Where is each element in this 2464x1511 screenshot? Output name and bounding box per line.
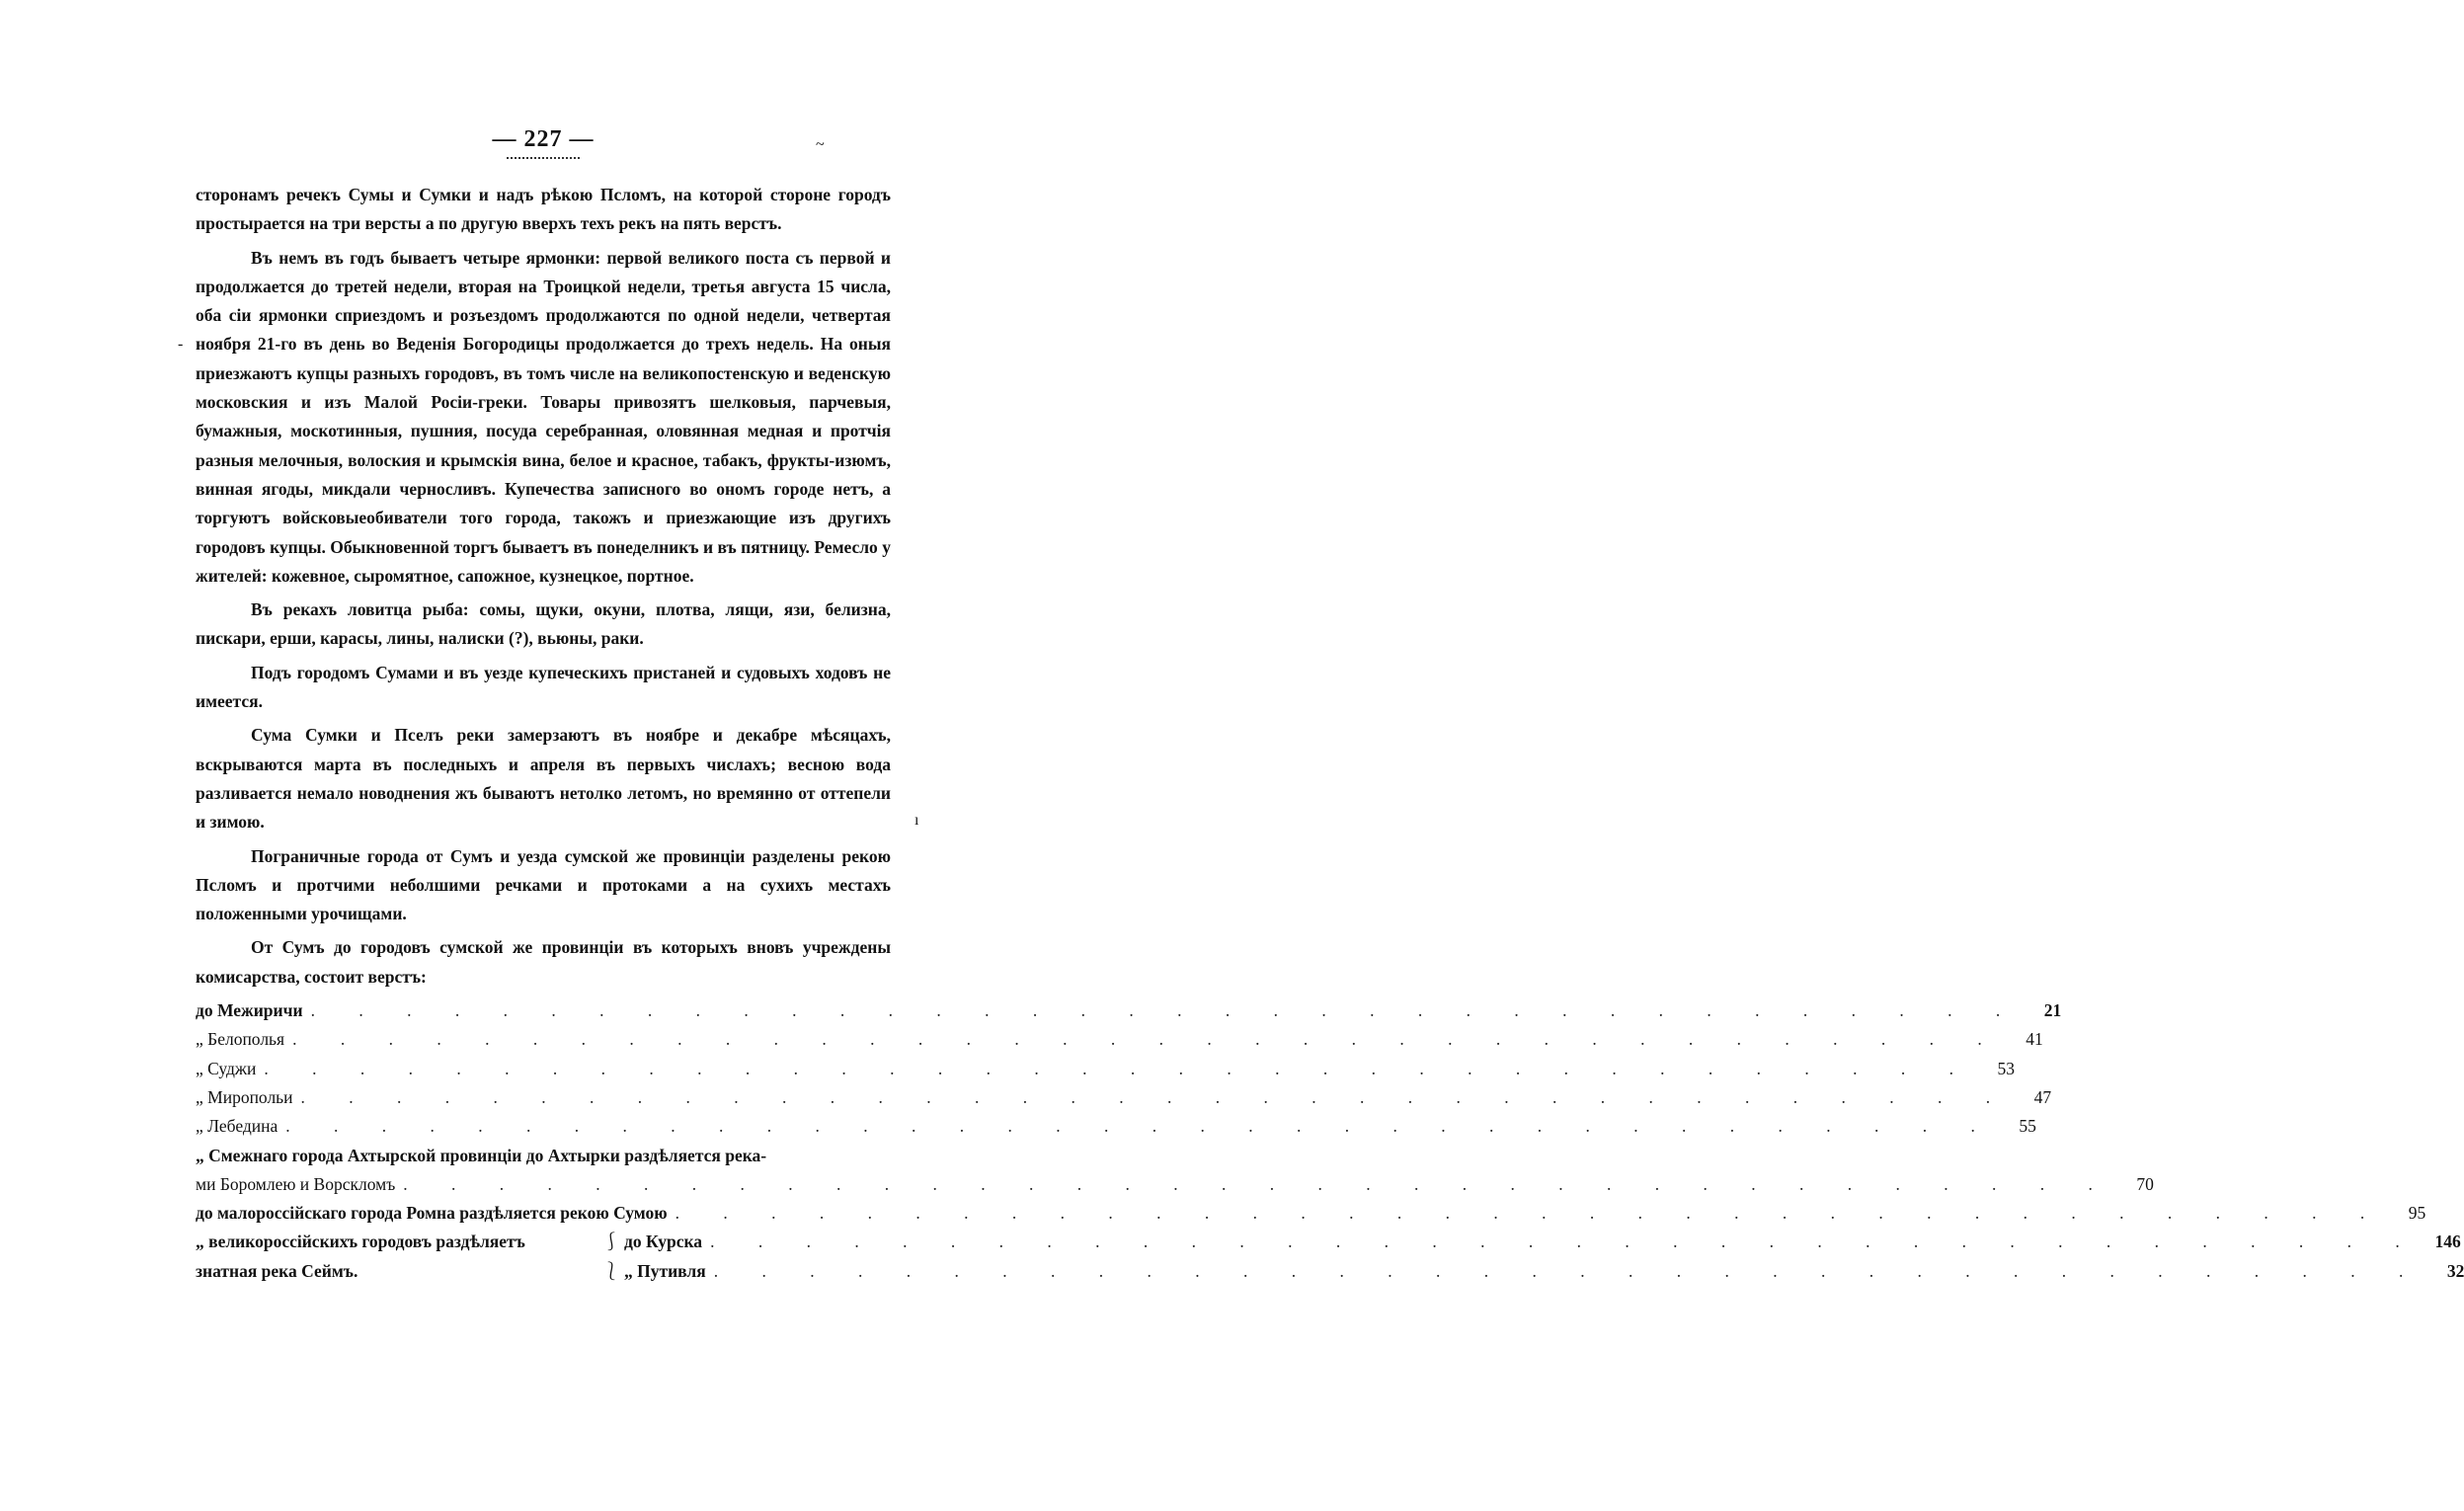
paragraph-7: От Сумъ до городовъ сумской же провинцiи въ которыхъ вновъ учреждены комисарства, состоит верстъ: <box>196 937 891 987</box>
seim-river-text: знатная река Сеймъ. <box>196 1260 358 1281</box>
paragraph-1: сторонамъ речекъ Сумы и Сумки и надъ рѣкою Псломъ, на которой стороне городъ простырается на три версты а по другую вверхъ техъ рекъ на пять верстъ. <box>196 185 891 234</box>
distance-value: 41 <box>2026 1029 2043 1050</box>
paragraph-4: Подъ городомъ Сумами и въ уезде купеческихъ пристаней и судовыхъ ходовъ не имеется. <box>196 662 891 712</box>
romny-value: 95 <box>2408 1203 2426 1224</box>
kursk-value: 146 <box>2434 1232 2461 1252</box>
corner-mark: ~ <box>816 136 825 153</box>
akhtyrka-row-1 <box>196 1142 891 1170</box>
paragraph-5: Сума Сумки и Пселъ реки замерзаютъ въ ноябре и декабре мѣсяцахъ, вскрываются марта въ последныхъ и апреля въ первыхъ числахъ; весною вода разливается немало новоднения жъ бываютъ нетолко летомъ, но времянно от оттепели и зимою. <box>196 725 891 833</box>
distance-name: „ Миропольи <box>196 1086 293 1107</box>
romny-row <box>196 1199 2426 1228</box>
akhtyrka-text-1: „ Смежнаго города Ахтырской провинцiи до Ахтырки раздѣляется река- <box>196 1145 767 1165</box>
leader-dots: . . . . . . . . . . . . . . . . . . . . . . . . . . . . . . . . . . . . <box>264 1058 1974 1078</box>
akhtyrka-text-2: ми Боромлею и Ворскломъ <box>196 1173 396 1194</box>
leader-dots: . . . . . . . . . . . . . . . . . . . . . . . . . . . . . . . . . . . . <box>713 1260 2424 1281</box>
brace-bottom: ⎱ <box>602 1260 620 1281</box>
great-russian-text: „ великороссiйскихъ городовъ раздѣляетъ <box>196 1232 525 1252</box>
distance-row <box>196 1055 2016 1083</box>
page-number-text: — 227 — <box>492 126 595 152</box>
akhtyrka-value: 70 <box>2136 1173 2154 1194</box>
paragraph-2: Въ немъ въ годъ бываетъ четыре ярмонки: первой великого поста съ первой и продолжается до третей недели, вторая на Троицкой недели, третья августа 15 числа, оба сіи ярмонки сприездомъ и розъездомъ продолжаются по одной недели, четвертая ноября 21-го въ день во Веденiя Богородицы продолжается до трехъ недель. На оныя приезжаютъ купцы разныхъ городовъ, въ томъ числе на великопостенскую и веденскую московския и изъ Малой Росiи-греки. Товары привозятъ шелковыя, парчевыя, бумажныя, москотинныя, пушния, посуда серебранная, оловянная медная и протчія разныя мелочныя, волоския и крымскія вина, белое и красное, табакъ, фрукты-изюмъ, винная ягоды, микдали черносливъ. Купечества записного во ономъ городе нетъ, а торгуютъ войсковыеобиватели того города, такожъ и приезжающие изъ другихъ городовъ купцы. Обыкновенной торгъ бываетъ въ понеделникъ и въ пятницу. Ремесло у жителей: кожевное, сыромятное, сапожное, кузнецкое, портное. <box>196 247 891 586</box>
leader-dots: . . . . . . . . . . . . . . . . . . . . . . . . . . . . . . . . . . . . <box>292 1029 2002 1050</box>
kursk-row <box>196 1228 2461 1256</box>
distance-table <box>196 996 2464 1286</box>
distance-name: „ Белополья <box>196 1029 285 1050</box>
putivl-cell <box>624 1257 2464 1286</box>
kursk-name: до Курска <box>624 1232 703 1252</box>
distance-value: 47 <box>2033 1086 2052 1107</box>
document-body <box>196 181 2464 1286</box>
leader-dots: . . . . . . . . . . . . . . . . . . . . . . . . . . . . . . . . . . . . <box>285 1116 1995 1137</box>
brace-top: ⎰ <box>602 1232 620 1252</box>
distance-name: „ Суджи <box>196 1058 257 1078</box>
distance-value: 21 <box>2043 1000 2062 1021</box>
putivl-name: „ Путивля <box>624 1260 706 1281</box>
distance-name: до Межиричи <box>196 1000 303 1021</box>
leader-dots: . . . . . . . . . . . . . . . . . . . . . . . . . . . . . . . . . . . . <box>310 1000 2021 1021</box>
margin-dash: - <box>178 336 184 353</box>
putivl-value: 32 <box>2446 1260 2464 1281</box>
page-number-underline <box>507 151 580 159</box>
leader-dots: . . . . . . . . . . . . . . . . . . . . . . . . . . . . . . . . . . . . <box>300 1086 2011 1107</box>
paragraph-3: Въ рекахъ ловитца рыба: сомы, щуки, окуни, плотва, лящи, язи, белизна, пискари, ерши, карасы, лины, налиски (?), вьюны, раки. <box>196 599 891 649</box>
distance-row <box>196 1025 2043 1054</box>
distance-row <box>196 1112 2036 1141</box>
akhtyrka-row-2 <box>196 1170 2154 1199</box>
kursk-cell <box>624 1228 2461 1256</box>
distance-row <box>196 996 2062 1025</box>
paragraph-6: Пограничные города от Сумъ и уезда сумской же провинцiи разделены рекою Псломъ и протчими неболшими речками и протоками а на сухихъ местахъ положенными урочищами. <box>196 845 891 924</box>
margin-tick: ı <box>914 812 919 829</box>
putivl-row <box>196 1257 2464 1286</box>
leader-dots: . . . . . . . . . . . . . . . . . . . . . . . . . . . . . . . . . . . . <box>675 1203 2385 1224</box>
distance-value: 55 <box>2019 1116 2036 1137</box>
leader-dots: . . . . . . . . . . . . . . . . . . . . . . . . . . . . . . . . . . . . <box>710 1232 2420 1252</box>
distance-value: 53 <box>1997 1058 2016 1078</box>
leader-dots: . . . . . . . . . . . . . . . . . . . . . . . . . . . . . . . . . . . . <box>403 1173 2112 1194</box>
distance-name: „ Лебедина <box>196 1116 278 1137</box>
page-number <box>0 126 1086 159</box>
romny-text: до малороссiйскаго города Ромна раздѣляется рекою Сумою <box>196 1203 668 1224</box>
distance-row <box>196 1083 2052 1112</box>
